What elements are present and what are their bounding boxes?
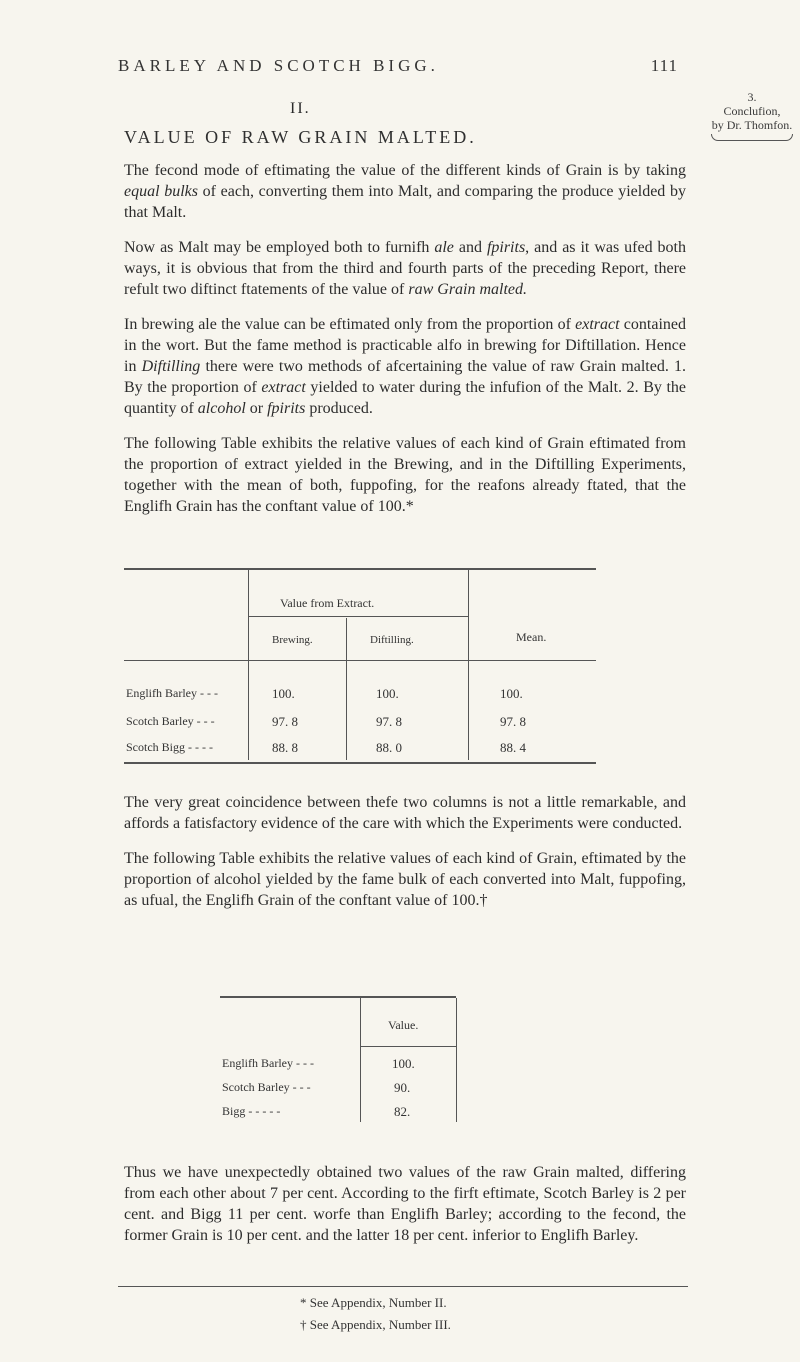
footnote-rule [118,1286,688,1287]
table1-cell: 100. [500,686,523,701]
table1-cell: 100. [376,686,399,701]
table1-divider [468,570,469,760]
table1-divider [124,660,596,661]
section-title: VALUE OF RAW GRAIN MALTED. [124,127,477,147]
margin-note-number: 3. [747,90,757,104]
table1-cell: 88. 4 [500,740,526,755]
section-number: II. [290,100,311,117]
table1-col-brewing: Brewing. [272,634,313,646]
margin-note-line2: by Dr. Thomfon. [711,118,793,132]
table1-cell: 97. 8 [376,714,402,729]
table2-row-label: Bigg - - - - - [222,1104,281,1118]
table1-row-label: Scotch Barley - - - [126,714,215,728]
table1-row-label: Scotch Bigg - - - - [126,740,213,754]
table2-divider [456,998,457,1122]
table2-cell: 100. [392,1056,415,1071]
margin-note-line1: Conclufion, [723,104,781,118]
table1-divider [248,616,468,617]
running-head [118,56,678,82]
table2-divider [360,998,361,1122]
footnote-1: * See Appendix, Number II. [300,1295,447,1310]
table1-row-label: Englifh Barley - - - [126,686,218,700]
margin-note-bracket [711,134,793,141]
paragraph-4: The following Table exhibits the relative values of each kind of Grain eftimated from the proportion of extract yielded in the Brewing, and in the Diftilling Experiments, together with the mean of both, fuppofing, for the reafons already ftated, that the Englifh Grain has the conftant value of 100.* [124,435,686,515]
table1-divider [248,570,249,760]
body-text-lower [124,1162,686,1260]
table2-divider [360,1046,456,1047]
table1-cell: 97. 8 [500,714,526,729]
paragraph-7: Thus we have unexpectedly obtained two values of the raw Grain malted, differing from each other about 7 per cent. According to the firft eftimate, Scotch Barley is 2 per cent. and Bigg 11 per cent. worfe than Englifh Barley; according to the fecond, the former Grain is 10 per cent. and the latter 18 per cent. inferior to Englifh Barley. [124,1164,686,1244]
paragraph-1: The fecond mode of eftimating the value of the different kinds of Grain is by taking equal bulks of each, converting them into Malt, and comparing the produce yielded by that Malt. [124,162,686,221]
table1-col-distilling: Diftilling. [370,634,414,646]
paragraph-6: The following Table exhibits the relative values of each kind of Grain, eftimated by the proportion of alcohol yielded by the fame bulk of each converted into Malt, fuppofing, as ufual, the Englifh Grain of the conftant value of 100.† [124,850,686,909]
body-text-upper [124,160,686,531]
paragraph-3: In brewing ale the value can be eftimated only from the proportion of extract contained in the wort. But the fame method is practicable alfo in brewing for Diftillation. Hence in Diftilling there were two methods of afcertaining the value of raw Grain malted. 1. By the proportion of extract yielded to water during the infufion of the Malt. 2. By the quantity of alcohol or fpirits produced. [124,316,687,417]
table2-row-label: Englifh Barley - - - [222,1056,314,1070]
running-head-title: BARLEY AND SCOTCH BIGG. [118,56,439,75]
paragraph-5: The very great coincidence between thefe two columns is not a little remarkable, and affords a fatisfactory evidence of the care with which the Experiments were conducted. [124,794,686,832]
table2-cell: 90. [394,1080,411,1095]
footnote-2: † See Appendix, Number III. [300,1317,451,1332]
table1-cell: 88. 0 [376,740,402,755]
table2-cell: 82. [394,1104,411,1119]
table2-row-label: Scotch Barley - - - [222,1080,311,1094]
table1-cell: 97. 8 [272,714,298,729]
page-number: 111 [650,56,678,75]
table1-divider [346,618,347,760]
table2-col-value: Value. [388,1018,419,1032]
table1-cell: 88. 8 [272,740,298,755]
table1-col-mean: Mean. [516,630,547,644]
table1-group-header: Value from Extract. [280,596,375,610]
paragraph-2: Now as Malt may be employed both to furnifh ale and fpirits, and as it was ufed both ways, it is obvious that from the third and fourth parts of the preceding Report, there refult two diftinct ftatements of the value of raw Grain malted. [124,239,687,298]
table1-cell: 100. [272,686,295,701]
body-text-middle [124,792,686,925]
margin-note [708,90,796,141]
